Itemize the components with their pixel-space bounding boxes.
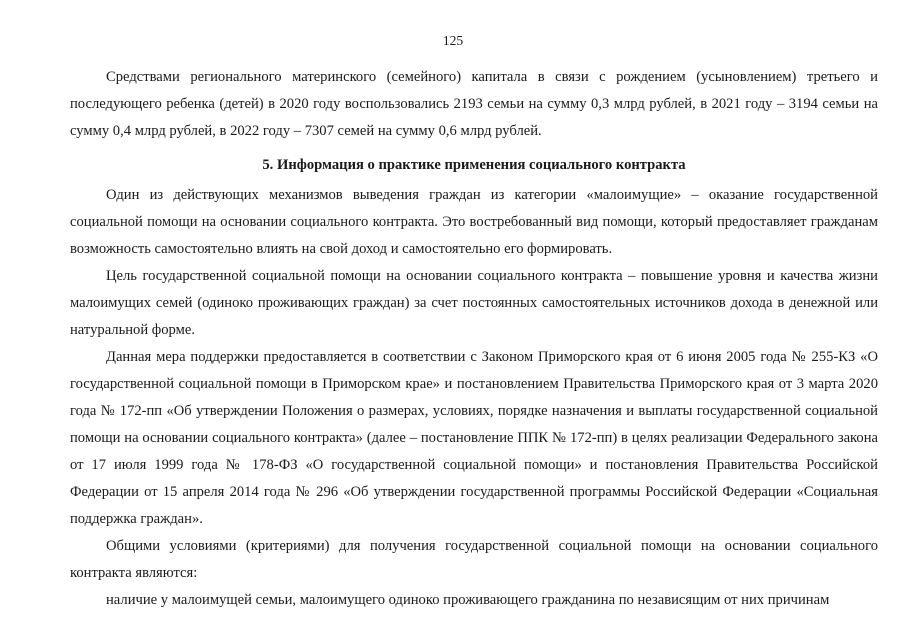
paragraph-condition-item: наличие у малоимущей семьи, малоимущего одиноко проживающего гражданина по независящим от них причинам bbox=[106, 592, 830, 608]
document-body bbox=[70, 64, 878, 614]
paragraph-legal-basis: Данная мера поддержки предоставляется в соответствии с Законом Приморского края от 6 июня 2005 года № 255-КЗ «О государственной социальной помощи в Приморском крае» и постановлением Правительства Приморского края от 3 марта 2020 года № 172-пп «Об утверждении Положения о размерах, условиях, порядке назначения и выплаты государственной социальной помощи на основании социального контракта» (далее – постановление ППК № 172-пп) в целях реализации Федерального закона от 17 июля 1999 года № 178-ФЗ «О государственной социальной помощи» и постановления Правительства Российской Федерации от 15 апреля 2014 года № 296 «Об утверждении государственной программы Российской Федерации «Социальная поддержка граждан». bbox=[70, 349, 878, 527]
paragraph-goal: Цель государственной социальной помощи на основании социального контракта – повышение уровня и качества жизни малоимущих семей (одиноко проживающих граждан) за счет постоянных самостоятельных источников дохода в денежной или натуральной форме. bbox=[70, 268, 878, 338]
page-number: 125 bbox=[442, 33, 464, 48]
paragraph-maternity-capital: Средствами регионального материнского (семейного) капитала в связи с рождением (усыновлением) третьего и последующего ребенка (детей) в 2020 году воспользовались 2193 семьи на сумму 0,3 млрд рублей, в 2021 году – 3194 семьи на сумму 0,4 млрд рублей, в 2022 году – 7307 семей на сумму 0,6 млрд рублей. bbox=[70, 69, 878, 139]
paragraph-mechanism: Один из действующих механизмов выведения граждан из категории «малоимущие» – оказание государственной социальной помощи на основании социального контракта. Это востребованный вид помощи, который предоставляет гражданам возможность самостоятельно влиять на свой доход и самостоятельно его формировать. bbox=[70, 187, 878, 257]
paragraph-conditions: Общими условиями (критериями) для получения государственной социальной помощи на основании социального контракта являются: bbox=[70, 538, 878, 581]
section-heading: 5. Информация о практике применения социального контракта bbox=[262, 157, 686, 173]
